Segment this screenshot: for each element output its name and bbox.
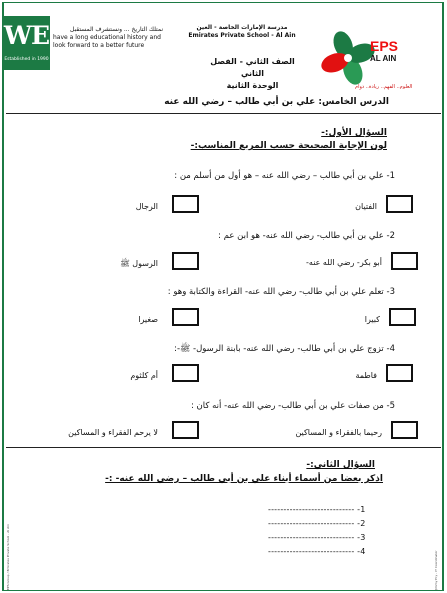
we-tagline-ar: نمتلك التاريخ ... ونستشرف المستقبل — [69, 26, 163, 33]
page-border-left — [2, 2, 4, 591]
page-border-right — [442, 2, 444, 591]
answer-line[interactable]: ---------------------------- -2 — [268, 519, 366, 528]
footer-side-right: Jimmy H.y - IT Coordinator — [434, 550, 438, 590]
q1-item-text: 5- من صفات علي بن أبي طالب- رضي الله عنه- أنه كان : — [190, 401, 395, 411]
answer-box[interactable] — [172, 364, 199, 382]
lesson-title: الدرس الخامس: علي بن أبي طالب – رضي الله عنه — [164, 97, 389, 107]
option-label: لا يرحم الفقراء و المساكين — [68, 428, 158, 437]
we-established: Established in 1990 — [4, 57, 49, 62]
q1-item-text: 1- علي بن أبي طالب – رضي الله عنه – هو أول من أسلم من : — [174, 171, 395, 181]
answer-box[interactable] — [389, 308, 416, 326]
grade-unit — [200, 56, 305, 92]
q1-title: السؤال الأول:- — [321, 128, 387, 138]
answer-box[interactable] — [172, 421, 199, 439]
answer-box[interactable] — [172, 195, 199, 213]
we-logo-text: WE — [3, 21, 50, 50]
q1-item-text: 4- تزوج علي بن أبي طالب- رضي الله عنه- بابنة الرسول- ﷺ-: — [174, 344, 395, 354]
page-border-top — [2, 2, 444, 3]
grade-label: الصف الثاني - الفصل الثاني — [210, 57, 295, 78]
we-tagline — [53, 26, 163, 50]
answer-line[interactable]: ---------------------------- -3 — [268, 533, 366, 542]
eps-city: AL AIN — [370, 54, 397, 63]
school-name — [172, 24, 312, 40]
answer-line[interactable]: ---------------------------- -4 — [268, 547, 366, 556]
page-border-bottom — [2, 590, 444, 591]
option-label: فاطمة — [355, 371, 377, 380]
q2-instruction: اذكر بعضا من أسماء أبناء علي بن أبي طالب – رضي الله عنه- :- — [105, 474, 383, 484]
answer-box[interactable] — [386, 195, 413, 213]
option-label: أم كلثوم — [130, 371, 158, 380]
school-name-ar: مدرسة الإمارات الخاصة - العين — [196, 24, 288, 31]
option-label: الرجال — [135, 202, 158, 211]
school-name-en: Emirates Private School - Al Ain — [188, 32, 296, 39]
q1-instruction: لون الإجابة الصحيحة حسب المربع المناسب:- — [190, 141, 387, 151]
eps-logo-text: EPS — [370, 38, 399, 54]
divider — [6, 447, 441, 448]
option-label: رحيما بالفقراء و المساكين — [295, 428, 382, 437]
answer-box[interactable] — [391, 421, 418, 439]
divider — [6, 113, 441, 114]
answer-box[interactable] — [386, 364, 413, 382]
option-label: صغيرا — [138, 315, 158, 324]
we-tagline-en: have a long educational history and look forward to a better future — [53, 34, 161, 49]
unit-label: الوحدة الثانية — [226, 81, 279, 90]
answer-box[interactable] — [172, 252, 199, 270]
answer-box[interactable] — [391, 252, 418, 270]
answer-line[interactable]: ---------------------------- -1 — [268, 505, 366, 514]
option-label: الرسول ﷺ — [120, 259, 158, 268]
option-label: أبو بكر- رضي الله عنه- — [306, 258, 382, 267]
q2-title: السؤال الثاني:- — [306, 460, 375, 470]
we-logo — [3, 16, 50, 70]
q1-item-text: 2- علي بن أبي طالب- رضي الله عنه- هو ابن عم : — [218, 231, 395, 241]
option-label: الفتيان — [355, 202, 377, 211]
option-label: كبيرا — [364, 315, 380, 324]
q1-item-text: 3- تعلم علي بن أبي طالب- رضي الله عنه- القراءة والكتابة وهو : — [167, 287, 395, 297]
eps-motto: العلوم.. الفهم.. ريادة.. دوام — [355, 84, 413, 90]
answer-box[interactable] — [172, 308, 199, 326]
footer-side-left: EPS Group / Emirates Private School - Al Ain — [6, 524, 10, 590]
